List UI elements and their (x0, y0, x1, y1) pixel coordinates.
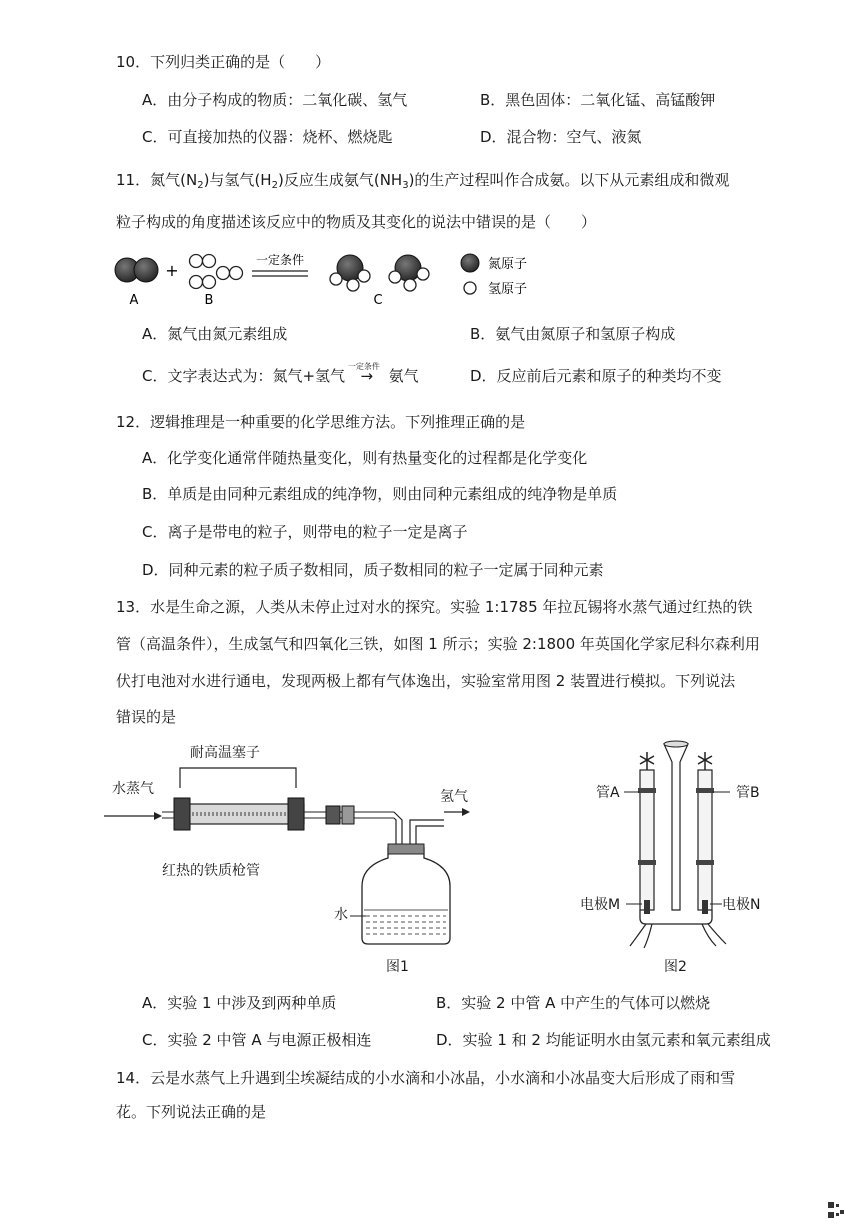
option-c-product: 氨气 (388, 367, 419, 385)
reaction-diagram (110, 246, 550, 308)
q11-stem-part1: 11．氮气 (116, 171, 181, 189)
n-atom (134, 258, 158, 282)
h-atom (358, 270, 370, 282)
q13-option-b: B．实验 2 中管 A 中产生的气体可以燃烧 (436, 994, 711, 1012)
q13-stem-line1: 13．水是生命之源，人类从未停止过对水的探究。实验 1:1785 年拉瓦锡将水蒸气通过红热的铁 (116, 598, 753, 616)
q11-stem-part3: 反应生成氨气 (283, 171, 374, 189)
h-atom (417, 268, 429, 280)
q11-stem-part4: 的生产过程叫作合成氨。以下从元素组成和微观 (414, 171, 730, 189)
label-electrode-n: 电极N (722, 897, 761, 913)
h-atom (190, 276, 203, 289)
q11-option-c-text: C．文字表达式为：氮气+氢气 (142, 367, 346, 385)
gas-wash-bottle (362, 848, 450, 944)
q14-stem-line1: 14．云是水蒸气上升遇到尘埃凝结成的小水滴和小冰晶，小水滴和小冰晶变大后形成了雨和雪 (116, 1069, 736, 1087)
q12-option-d: D．同种元素的粒子质子数相同，质子数相同的粒子一定属于同种元素 (142, 561, 604, 579)
h-atom (203, 255, 216, 268)
q13-option-a: A．实验 1 中涉及到两种单质 (142, 994, 337, 1012)
h-atom (389, 271, 401, 283)
h-atom (347, 279, 359, 291)
q11-option-d: D．反应前后元素和原子的种类均不变 (470, 367, 722, 385)
figure-2-caption: 图2 (664, 959, 687, 975)
q10-option-b: B．黑色固体：二氧化锰、高锰酸钾 (480, 91, 716, 109)
legend-n-symbol (461, 254, 479, 272)
label-electrode-m: 电极M (580, 897, 621, 913)
stopper-left (174, 798, 190, 830)
scanner-watermark-icon (828, 1202, 848, 1218)
reaction-condition: 一定条件 (255, 253, 305, 267)
label-steam: 水蒸气 (112, 781, 154, 797)
label-tube-b: 管B (736, 785, 760, 801)
h-atom (330, 273, 342, 285)
q11-stem-part2: 与氢气 (209, 171, 255, 189)
label-water: 水 (334, 907, 348, 923)
q12-option-a: A．化学变化通常伴随热量变化，则有热量变化的过程都是化学变化 (142, 449, 588, 467)
q10-option-d: D．混合物：空气、液氮 (480, 128, 642, 146)
label-tube-a: 管A (596, 785, 620, 801)
h-atom (230, 267, 243, 280)
h-atom (404, 279, 416, 291)
h-atom (190, 255, 203, 268)
q13-stem-line4: 错误的是 (116, 708, 177, 726)
legend-h-label: 氢原子 (488, 282, 528, 297)
label-hydrogen: 氢气 (440, 789, 468, 805)
label-iron-tube: 红热的铁质枪管 (162, 863, 260, 879)
h-atom (203, 276, 216, 289)
legend-h-symbol (464, 282, 476, 294)
q10-option-a: A．由分子构成的物质：二氧化碳、氢气 (142, 91, 408, 109)
q12-option-b: B．单质是由同种元素组成的纯净物，则由同种元素组成的纯净物是单质 (142, 485, 618, 503)
q11-option-c (142, 362, 419, 386)
label-stopper: 耐高温塞子 (190, 745, 260, 761)
plus-sign: + (165, 261, 179, 280)
formula-n2: N (185, 171, 198, 189)
figure-2-electrolysis (600, 740, 750, 950)
q13-stem-line2: 管（高温条件），生成氢气和四氧化三铁，如图 1 所示；实验 2:1800 年英国化学家尼科尔森利用 (116, 635, 760, 653)
formula-h2: H (260, 171, 272, 189)
legend-n-label: 氮原子 (488, 257, 528, 272)
q12-option-c: C．离子是带电的粒子，则带电的粒子一定是离子 (142, 523, 468, 541)
formula-nh3: NH (379, 171, 403, 189)
q11-stem-line2: 粒子构成的角度描述该反应中的物质及其变化的说法中错误的是（ ） (116, 213, 597, 231)
h-atom (217, 267, 230, 280)
q11-option-b: B．氨气由氮原子和氢原子构成 (470, 325, 676, 343)
label-b: B (204, 293, 214, 308)
q13-option-d: D．实验 1 和 2 均能证明水由氢元素和氧元素组成 (436, 1031, 771, 1049)
option-c-condition: 一定条件 (347, 362, 380, 371)
option-c-arrow: → (360, 367, 374, 385)
label-a: A (129, 293, 139, 308)
q11-option-a: A．氮气由氮元素组成 (142, 325, 288, 343)
label-c: C (373, 293, 383, 308)
q13-stem-line3: 伏打电池对水进行通电，发现两极上都有气体逸出，实验室常用图 2 装置进行模拟。下列说法 (116, 672, 736, 690)
q10-option-c: C．可直接加热的仪器：烧杯、燃烧匙 (142, 128, 393, 146)
q14-stem-line2: 花。下列说法正确的是 (116, 1103, 267, 1121)
q11-stem: 11．氮气$(N_2)$与氢气$(H_2)$反应生成氨气$(NH_3)$的生产过程叫作合成氨。以下从元素组成和微观 (116, 171, 730, 191)
figure-1-caption: 图1 (386, 959, 409, 975)
q12-stem: 12．逻辑推理是一种重要的化学思维方法。下列推理正确的是 (116, 413, 526, 431)
q13-option-c: C．实验 2 中管 A 与电源正极相连 (142, 1031, 372, 1049)
q10-stem: 10．下列归类正确的是（ ） (116, 53, 331, 71)
stopper-right (288, 798, 304, 830)
